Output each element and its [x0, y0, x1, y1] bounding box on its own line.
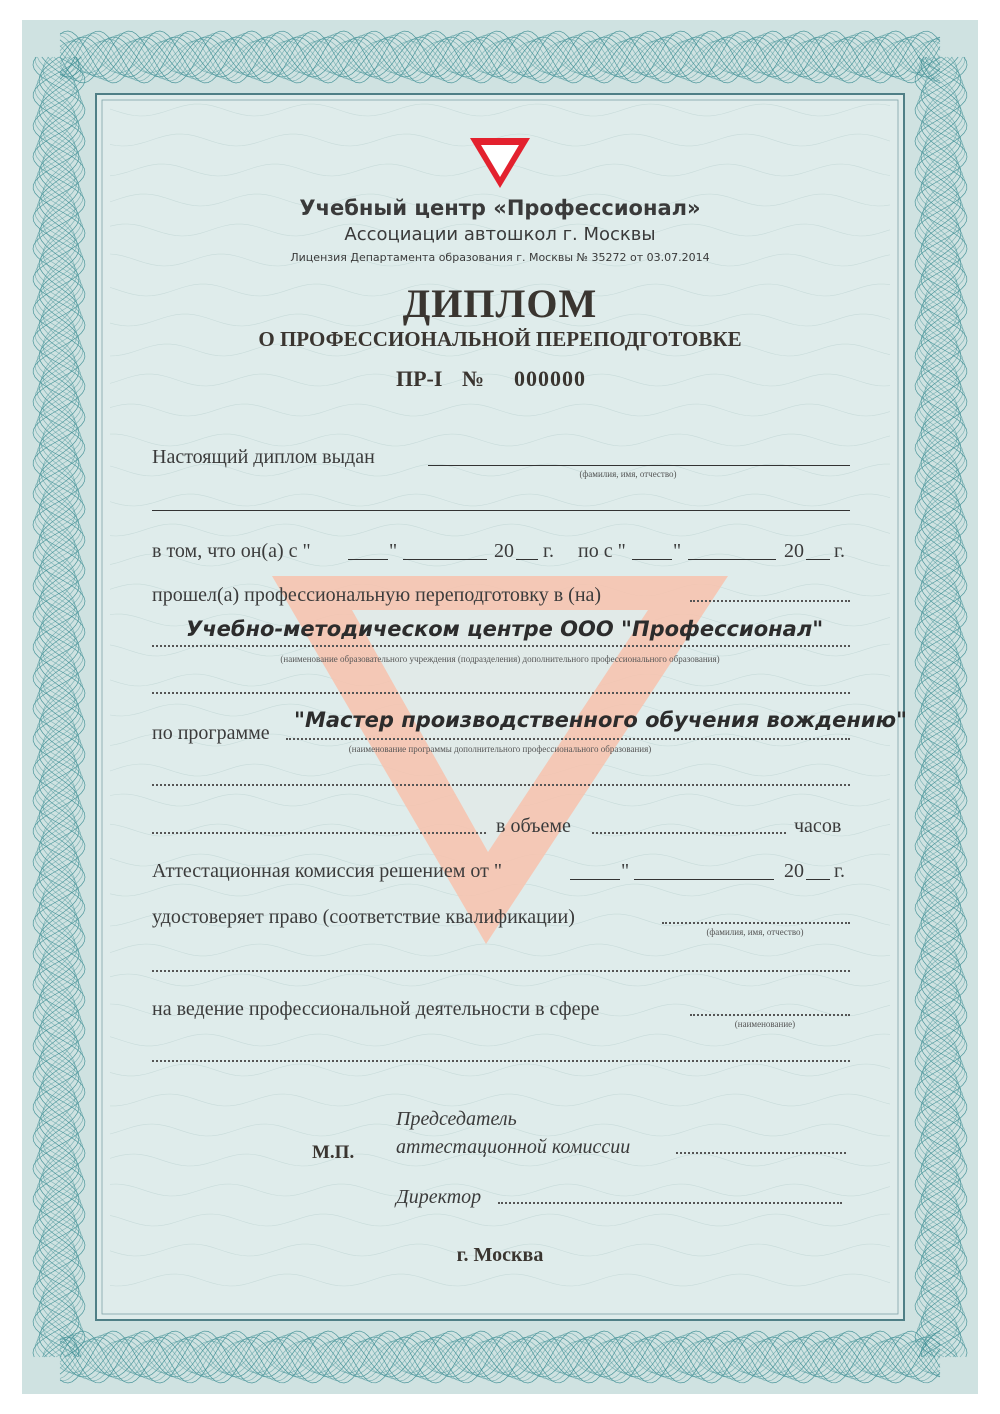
caption-name: (наименование) — [734, 1019, 796, 1029]
number-sign: № — [462, 366, 485, 391]
start-day-field[interactable] — [348, 559, 388, 560]
activity-field[interactable] — [690, 1014, 850, 1016]
director-signature-field[interactable] — [498, 1202, 842, 1204]
program-label: по программе — [152, 722, 270, 744]
chairman-title-1: Председатель — [396, 1108, 517, 1130]
commission-label: Аттестационная комиссия решением от " — [152, 860, 502, 882]
dates-quote-2: " — [673, 540, 682, 562]
hours-field[interactable] — [592, 832, 786, 834]
director-title: Директор — [396, 1186, 482, 1208]
certifies-label: удостоверяет право (соответствие квалификации) — [152, 906, 575, 928]
activity-label: на ведение профессиональной деятельности в сфере — [152, 998, 600, 1020]
institution-field[interactable] — [152, 645, 850, 647]
start-month-field[interactable] — [403, 559, 487, 560]
passed-dots — [690, 600, 850, 602]
program-value: "Мастер производственного обучения вождению" — [294, 708, 907, 732]
diploma-series: ПР-I — [396, 366, 443, 391]
diploma-number: 000000 — [514, 366, 586, 391]
recipient-name-field[interactable] — [428, 465, 850, 466]
commission-year-suffix: г. — [834, 860, 845, 882]
start-year-prefix: 20 — [494, 540, 514, 562]
caption-fio-2: (фамилия, имя, отчество) — [706, 927, 804, 937]
city: г. Москва — [456, 1244, 544, 1266]
commission-year-field[interactable] — [806, 879, 830, 880]
program-field[interactable] — [286, 738, 850, 740]
start-year-suffix: г. — [543, 540, 554, 562]
stamp-place: М.П. — [312, 1142, 355, 1163]
org-name: Учебный центр «Профессионал» — [299, 196, 701, 220]
start-year-field[interactable] — [516, 559, 538, 560]
activity-field-2[interactable] — [152, 1060, 850, 1062]
institution-value: Учебно-методическом центре ООО "Профессионал" — [186, 617, 824, 641]
end-year-prefix: 20 — [784, 540, 804, 562]
certifies-field[interactable] — [662, 922, 850, 924]
certifies-field-2[interactable] — [152, 970, 850, 972]
chairman-title-2: аттестационной комиссии — [396, 1136, 631, 1158]
end-year-field[interactable] — [806, 559, 830, 560]
commission-month-field[interactable] — [634, 879, 774, 880]
dates-po: по с " — [578, 540, 626, 562]
chairman-signature-field[interactable] — [676, 1152, 846, 1154]
end-day-field[interactable] — [632, 559, 672, 560]
recipient-name-field-2[interactable] — [152, 510, 850, 511]
institution-field-2[interactable] — [152, 692, 850, 694]
volume-label: в объеме — [496, 815, 571, 837]
issued-to-label: Настоящий диплом выдан — [152, 446, 375, 468]
license-line: Лицензия Департамента образования г. Москвы № 35272 от 03.07.2014 — [290, 251, 710, 264]
dates-quote-1: " — [389, 540, 398, 562]
program-field-2[interactable] — [152, 784, 850, 786]
passed-label: прошел(а) профессиональную переподготовку в (на) — [152, 584, 602, 606]
hours-label: часов — [794, 815, 842, 837]
end-year-suffix: г. — [834, 540, 845, 562]
commission-year-prefix: 20 — [784, 860, 804, 882]
end-month-field[interactable] — [688, 559, 776, 560]
commission-quote: " — [621, 860, 630, 882]
org-subtitle: Ассоциации автошкол г. Москвы — [344, 224, 656, 245]
caption-fio: (фамилия, имя, отчество) — [579, 469, 677, 479]
commission-day-field[interactable] — [570, 879, 620, 880]
caption-program: (наименование программы дополнительного профессионального образования) — [348, 744, 652, 754]
caption-institution: (наименование образовательного учреждения (подразделения) дополнительного профессионального образования) — [280, 654, 720, 664]
diploma-subtitle: О ПРОФЕССИОНАЛЬНОЙ ПЕРЕПОДГОТОВКЕ — [258, 327, 742, 351]
volume-prefix-dots — [152, 832, 486, 834]
dates-prefix: в том, что он(а) с " — [152, 540, 311, 562]
diploma-title: ДИПЛОМ — [402, 281, 598, 326]
